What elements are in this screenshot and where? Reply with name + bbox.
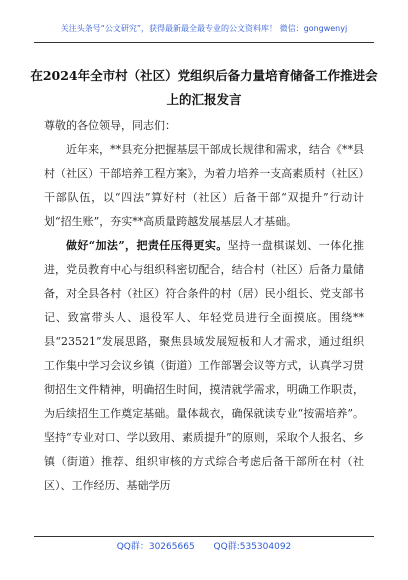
document-title: 在2024年全市村（社区）党组织后备力量培育储备工作推进会上的汇报发言 xyxy=(30,68,378,107)
footer-qq-group-1: QQ群：30265665 xyxy=(116,542,195,552)
footer-qq-group-2: QQ群:535304092 xyxy=(213,542,292,552)
page-footer xyxy=(34,536,374,557)
paragraph-1: 近年来，**县充分把握基层干部成长规律和需求，结合《**县村（社区）干部培养工程方案》，为着力培养一支高素质村（社区）干部队伍，以“四法”算好村（社区）后备干部“双提升”行动计划“招生账”，夯实**高质量跨越发展基层人才基础。 xyxy=(44,143,364,228)
page-header xyxy=(34,20,374,43)
paragraph-2-lead: 做好“加法”，把责任压得更实。 xyxy=(66,239,228,252)
document-body xyxy=(44,114,364,498)
greeting: 尊敬的各位领导，同志们： xyxy=(44,119,176,132)
paragraph-2 xyxy=(44,234,364,498)
header-promo-text: 关注头条号“公文研究”，获得最新最全最专业的公文资料库！ 微信：gongwenyj xyxy=(60,24,348,33)
paragraph-2-body: 坚持一盘棋谋划、一体化推进，党员教育中心与组织科密切配合，结合村（社区）后备力量储备，对全县各村（社区）符合条件的村（居）民小组长、党支部书记、致富带头人、退役军人、年轻党员进行全面摸底。围绕**县“23521”发展思路，聚焦县域发展短板和人才需求，通过组织工作集中学习会议乡镇（街道）工作部署会议等方式，认真学习贯彻招生文件精神，明确招生时间，摸清就学需求，明确工作职责，为后续招生工作奠定基础。量体裁衣，确保就读专业“按需培养”。坚持“专业对口、学以致用、素质提升”的原则，采取个人报名、乡镇（街道）推荐、组织审核的方式综合考虑后备干部所在村（社区）、工作经历、基础学历 xyxy=(44,239,365,492)
